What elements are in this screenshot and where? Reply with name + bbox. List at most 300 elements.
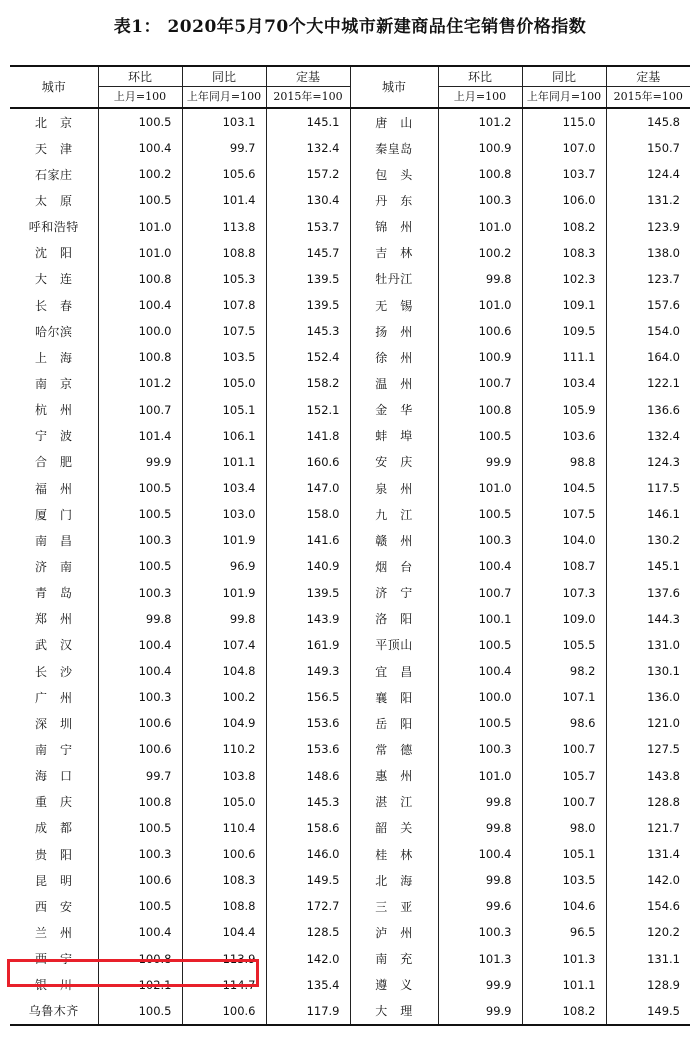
left-yoy-cell: 110.4 [182,815,266,841]
left-mom-cell: 100.3 [98,841,182,867]
right-yoy-cell: 106.0 [522,187,606,213]
right-yoy-cell: 104.5 [522,475,606,501]
left-yoy-cell: 104.9 [182,710,266,736]
right-yoy-cell: 109.1 [522,292,606,318]
table-row [10,240,690,266]
right-base-cell: 127.5 [606,736,690,762]
left-base-cell: 132.4 [266,135,350,161]
right-city-cell: 平顶山 [350,632,438,658]
right-city-cell: 韶 关 [350,815,438,841]
left-yoy-cell: 103.4 [182,475,266,501]
right-base-cell: 131.0 [606,632,690,658]
left-city-cell: 长 春 [34,298,73,313]
left-city-cell: 天 津 [34,141,73,156]
header-city-right: 城市 [350,66,438,108]
right-mom-cell: 100.5 [438,501,522,527]
left-city-cell: 南 昌 [34,533,73,548]
right-yoy-cell: 103.5 [522,867,606,893]
left-base-cell: 156.5 [266,684,350,710]
table-row [10,736,690,762]
right-yoy-cell: 100.7 [522,789,606,815]
right-city-cell: 桂 林 [350,841,438,867]
left-mom-cell: 100.4 [98,632,182,658]
left-yoy-cell: 105.0 [182,789,266,815]
header-mom-base-right: 上月=100 [438,87,522,109]
left-mom-cell: 100.8 [98,266,182,292]
right-base-cell: 130.1 [606,658,690,684]
left-yoy-cell: 101.1 [182,449,266,475]
right-mom-cell: 100.9 [438,344,522,370]
left-base-cell: 140.9 [266,553,350,579]
right-mom-cell: 100.4 [438,841,522,867]
left-mom-cell: 100.5 [98,501,182,527]
left-mom-cell: 100.5 [98,553,182,579]
right-city-cell: 湛 江 [350,789,438,815]
left-city-cell: 太 原 [34,193,73,208]
table-row [10,972,690,998]
header-yoy-base-left: 上年同月=100 [182,87,266,109]
header-mom-right: 环比 [438,66,522,87]
right-yoy-cell: 108.2 [522,998,606,1025]
left-city-cell: 沈 阳 [34,246,73,261]
right-mom-cell: 100.4 [438,658,522,684]
left-yoy-cell: 103.5 [182,344,266,370]
left-mom-cell: 100.4 [98,292,182,318]
left-yoy-cell: 99.7 [182,135,266,161]
right-city-cell: 济 宁 [350,580,438,606]
left-mom-cell: 100.5 [98,998,182,1025]
left-yoy-cell: 99.8 [182,606,266,632]
left-base-cell: 172.7 [266,893,350,919]
right-mom-cell: 101.2 [438,108,522,135]
right-city-cell: 三 亚 [350,893,438,919]
left-yoy-cell: 107.8 [182,292,266,318]
table-row [10,684,690,710]
right-base-cell: 128.9 [606,972,690,998]
right-mom-cell: 99.9 [438,972,522,998]
right-city-cell: 徐 州 [350,344,438,370]
left-city-cell: 乌鲁木齐 [28,1004,79,1019]
left-city-cell: 西 安 [34,899,73,914]
left-mom-cell: 100.8 [98,789,182,815]
right-base-cell: 143.8 [606,763,690,789]
table-row [10,632,690,658]
left-mom-cell: 100.5 [98,815,182,841]
right-base-cell: 122.1 [606,370,690,396]
right-mom-cell: 100.5 [438,632,522,658]
left-city-cell: 广 州 [34,690,73,705]
right-yoy-cell: 107.3 [522,580,606,606]
left-yoy-cell: 110.2 [182,736,266,762]
right-yoy-cell: 108.2 [522,214,606,240]
right-yoy-cell: 98.6 [522,710,606,736]
left-mom-cell: 99.8 [98,606,182,632]
right-base-cell: 154.6 [606,893,690,919]
header-fixed-base-right: 2015年=100 [606,87,690,109]
right-city-cell: 丹 东 [350,187,438,213]
left-mom-cell: 100.4 [98,135,182,161]
right-mom-cell: 99.8 [438,867,522,893]
right-mom-cell: 100.3 [438,736,522,762]
right-yoy-cell: 96.5 [522,919,606,945]
left-city-cell: 大 连 [34,272,73,287]
right-base-cell: 137.6 [606,580,690,606]
right-mom-cell: 101.0 [438,475,522,501]
table-row [10,841,690,867]
table-row [10,266,690,292]
right-yoy-cell: 98.2 [522,658,606,684]
table-row [10,501,690,527]
left-base-cell: 145.7 [266,240,350,266]
left-city-cell: 昆 明 [34,873,73,888]
header-yoy-left: 同比 [182,66,266,87]
left-city-cell: 郑 州 [34,612,73,627]
right-base-cell: 123.7 [606,266,690,292]
left-city-cell: 长 沙 [34,664,73,679]
left-yoy-cell: 105.6 [182,161,266,187]
table-row [10,370,690,396]
table-row [10,815,690,841]
table-row [10,763,690,789]
left-mom-cell: 100.6 [98,736,182,762]
left-mom-cell: 100.4 [98,658,182,684]
price-index-table [10,65,690,1026]
right-city-cell: 牡丹江 [350,266,438,292]
right-mom-cell: 100.9 [438,135,522,161]
right-base-cell: 164.0 [606,344,690,370]
right-base-cell: 138.0 [606,240,690,266]
table-row [10,998,690,1025]
left-mom-cell: 99.9 [98,449,182,475]
left-base-cell: 139.5 [266,580,350,606]
left-base-cell: 158.6 [266,815,350,841]
right-city-cell: 安 庆 [350,449,438,475]
right-yoy-cell: 109.0 [522,606,606,632]
left-yoy-cell: 106.1 [182,423,266,449]
left-mom-cell: 101.2 [98,370,182,396]
left-yoy-cell: 104.8 [182,658,266,684]
left-mom-cell: 100.6 [98,710,182,736]
right-city-cell: 包 头 [350,161,438,187]
left-mom-cell: 100.8 [98,344,182,370]
table-row [10,318,690,344]
left-mom-cell: 100.5 [98,108,182,135]
left-city-cell: 北 京 [34,115,73,130]
left-city-cell: 合 肥 [34,455,73,470]
right-base-cell: 149.5 [606,998,690,1025]
right-yoy-cell: 107.0 [522,135,606,161]
header-city-left: 城市 [10,66,98,108]
left-base-cell: 149.3 [266,658,350,684]
right-mom-cell: 100.8 [438,397,522,423]
right-yoy-cell: 108.3 [522,240,606,266]
left-base-cell: 153.6 [266,736,350,762]
left-city-cell: 银 川 [34,978,73,993]
left-base-cell: 139.5 [266,292,350,318]
left-yoy-cell: 103.8 [182,763,266,789]
left-city-cell: 宁 波 [34,429,73,444]
left-mom-cell: 100.0 [98,318,182,344]
right-mom-cell: 99.8 [438,266,522,292]
table-row [10,710,690,736]
left-mom-cell: 100.5 [98,893,182,919]
left-base-cell: 141.6 [266,527,350,553]
left-base-cell: 152.1 [266,397,350,423]
header-base-right: 定基 [606,66,690,87]
left-base-cell: 146.0 [266,841,350,867]
right-yoy-cell: 104.0 [522,527,606,553]
left-yoy-cell: 103.1 [182,108,266,135]
header-yoy-right: 同比 [522,66,606,87]
left-city-cell: 兰 州 [34,925,73,940]
right-yoy-cell: 100.7 [522,736,606,762]
left-city-cell: 西 宁 [34,952,73,967]
right-mom-cell: 101.0 [438,214,522,240]
right-base-cell: 130.2 [606,527,690,553]
right-city-cell: 秦皇岛 [350,135,438,161]
left-yoy-cell: 108.8 [182,240,266,266]
header-yoy-base-right: 上年同月=100 [522,87,606,109]
left-base-cell: 152.4 [266,344,350,370]
left-base-cell: 148.6 [266,763,350,789]
left-base-cell: 153.6 [266,710,350,736]
left-yoy-cell: 101.9 [182,580,266,606]
left-yoy-cell: 104.4 [182,919,266,945]
left-city-cell: 石家庄 [34,167,73,182]
right-mom-cell: 99.8 [438,789,522,815]
left-base-cell: 153.7 [266,214,350,240]
right-base-cell: 131.1 [606,946,690,972]
left-mom-cell: 101.0 [98,214,182,240]
right-mom-cell: 100.3 [438,919,522,945]
right-mom-cell: 100.8 [438,161,522,187]
table-row [10,135,690,161]
right-yoy-cell: 103.4 [522,370,606,396]
left-mom-cell: 100.7 [98,397,182,423]
left-mom-cell: 100.8 [98,946,182,972]
left-yoy-cell: 108.8 [182,893,266,919]
left-city-cell: 成 都 [34,821,73,836]
right-mom-cell: 100.7 [438,370,522,396]
left-city-cell: 重 庆 [34,795,73,810]
table-row [10,893,690,919]
table-row [10,867,690,893]
left-yoy-cell: 105.1 [182,397,266,423]
right-base-cell: 121.7 [606,815,690,841]
right-base-cell: 117.5 [606,475,690,501]
left-base-cell: 139.5 [266,266,350,292]
right-yoy-cell: 108.7 [522,553,606,579]
right-base-cell: 150.7 [606,135,690,161]
left-base-cell: 145.3 [266,318,350,344]
left-yoy-cell: 96.9 [182,553,266,579]
right-base-cell: 131.4 [606,841,690,867]
left-base-cell: 145.1 [266,108,350,135]
right-yoy-cell: 101.1 [522,972,606,998]
left-base-cell: 143.9 [266,606,350,632]
right-base-cell: 131.2 [606,187,690,213]
left-base-cell: 158.0 [266,501,350,527]
right-yoy-cell: 104.6 [522,893,606,919]
right-base-cell: 132.4 [606,423,690,449]
right-city-cell: 扬 州 [350,318,438,344]
left-mom-cell: 100.3 [98,580,182,606]
right-city-cell: 襄 阳 [350,684,438,710]
left-city-cell: 南 京 [34,376,73,391]
left-city-cell: 杭 州 [34,403,73,418]
right-city-cell: 大 理 [350,998,438,1025]
right-city-cell: 北 海 [350,867,438,893]
left-mom-cell: 102.1 [98,972,182,998]
header-fixed-base-left: 2015年=100 [266,87,350,109]
left-mom-cell: 100.2 [98,161,182,187]
right-base-cell: 121.0 [606,710,690,736]
header-mom-left: 环比 [98,66,182,87]
right-base-cell: 142.0 [606,867,690,893]
left-yoy-cell: 107.5 [182,318,266,344]
right-base-cell: 120.2 [606,919,690,945]
right-city-cell: 吉 林 [350,240,438,266]
right-mom-cell: 100.5 [438,423,522,449]
right-city-cell: 九 江 [350,501,438,527]
table-row [10,475,690,501]
right-yoy-cell: 98.0 [522,815,606,841]
right-city-cell: 泸 州 [350,919,438,945]
table-row [10,108,690,135]
right-city-cell: 烟 台 [350,553,438,579]
right-mom-cell: 100.3 [438,187,522,213]
table-row [10,946,690,972]
left-yoy-cell: 113.8 [182,214,266,240]
right-base-cell: 145.1 [606,553,690,579]
left-mom-cell: 101.0 [98,240,182,266]
left-city-cell: 深 圳 [34,716,73,731]
right-yoy-cell: 105.9 [522,397,606,423]
left-yoy-cell: 103.0 [182,501,266,527]
table-row [10,658,690,684]
left-mom-cell: 99.7 [98,763,182,789]
table-row [10,789,690,815]
right-base-cell: 146.1 [606,501,690,527]
left-mom-cell: 101.4 [98,423,182,449]
left-base-cell: 142.0 [266,946,350,972]
left-city-cell: 哈尔滨 [34,324,73,339]
left-base-cell: 145.3 [266,789,350,815]
table-row [10,214,690,240]
table-row [10,292,690,318]
right-city-cell: 金 华 [350,397,438,423]
right-mom-cell: 99.6 [438,893,522,919]
table-row [10,397,690,423]
table-row [10,553,690,579]
left-city-cell: 海 口 [34,769,73,784]
right-base-cell: 128.8 [606,789,690,815]
left-city-cell: 上 海 [34,350,73,365]
left-base-cell: 135.4 [266,972,350,998]
right-city-cell: 锦 州 [350,214,438,240]
right-city-cell: 惠 州 [350,763,438,789]
right-mom-cell: 100.1 [438,606,522,632]
left-city-cell: 呼和浩特 [28,220,79,235]
right-city-cell: 宜 昌 [350,658,438,684]
left-mom-cell: 100.3 [98,527,182,553]
right-mom-cell: 99.9 [438,998,522,1025]
left-city-cell: 青 岛 [34,586,73,601]
left-base-cell: 149.5 [266,867,350,893]
right-yoy-cell: 107.1 [522,684,606,710]
header-base-left: 定基 [266,66,350,87]
left-city-cell: 厦 门 [34,507,73,522]
left-mom-cell: 100.5 [98,187,182,213]
right-city-cell: 无 锡 [350,292,438,318]
left-base-cell: 128.5 [266,919,350,945]
right-yoy-cell: 105.5 [522,632,606,658]
table-row [10,606,690,632]
left-yoy-cell: 100.6 [182,998,266,1025]
right-base-cell: 124.3 [606,449,690,475]
right-city-cell: 蚌 埠 [350,423,438,449]
left-city-cell: 南 宁 [34,742,73,757]
left-base-cell: 130.4 [266,187,350,213]
left-yoy-cell: 108.3 [182,867,266,893]
right-mom-cell: 101.3 [438,946,522,972]
left-base-cell: 141.8 [266,423,350,449]
left-yoy-cell: 113.9 [182,946,266,972]
right-base-cell: 136.6 [606,397,690,423]
right-city-cell: 岳 阳 [350,710,438,736]
right-mom-cell: 100.6 [438,318,522,344]
right-mom-cell: 100.3 [438,527,522,553]
right-base-cell: 157.6 [606,292,690,318]
right-mom-cell: 100.7 [438,580,522,606]
right-mom-cell: 100.2 [438,240,522,266]
left-city-cell: 贵 阳 [34,847,73,862]
right-city-cell: 泉 州 [350,475,438,501]
right-yoy-cell: 103.7 [522,161,606,187]
left-yoy-cell: 101.4 [182,187,266,213]
table-row [10,919,690,945]
right-city-cell: 常 德 [350,736,438,762]
right-base-cell: 123.9 [606,214,690,240]
right-base-cell: 124.4 [606,161,690,187]
left-yoy-cell: 107.4 [182,632,266,658]
right-city-cell: 唐 山 [350,108,438,135]
left-base-cell: 157.2 [266,161,350,187]
left-base-cell: 158.2 [266,370,350,396]
right-yoy-cell: 101.3 [522,946,606,972]
left-base-cell: 147.0 [266,475,350,501]
right-yoy-cell: 105.1 [522,841,606,867]
right-city-cell: 洛 阳 [350,606,438,632]
table-row [10,161,690,187]
left-city-cell: 济 南 [34,559,73,574]
right-yoy-cell: 102.3 [522,266,606,292]
right-mom-cell: 100.0 [438,684,522,710]
right-yoy-cell: 105.7 [522,763,606,789]
left-yoy-cell: 114.7 [182,972,266,998]
left-yoy-cell: 105.0 [182,370,266,396]
table-title: 表1： 2020年5月70个大中城市新建商品住宅销售价格指数 [113,17,587,37]
right-city-cell: 赣 州 [350,527,438,553]
table-row [10,580,690,606]
left-yoy-cell: 100.6 [182,841,266,867]
left-yoy-cell: 101.9 [182,527,266,553]
left-base-cell: 117.9 [266,998,350,1025]
table-row [10,344,690,370]
right-mom-cell: 101.0 [438,292,522,318]
right-mom-cell: 99.9 [438,449,522,475]
right-yoy-cell: 115.0 [522,108,606,135]
